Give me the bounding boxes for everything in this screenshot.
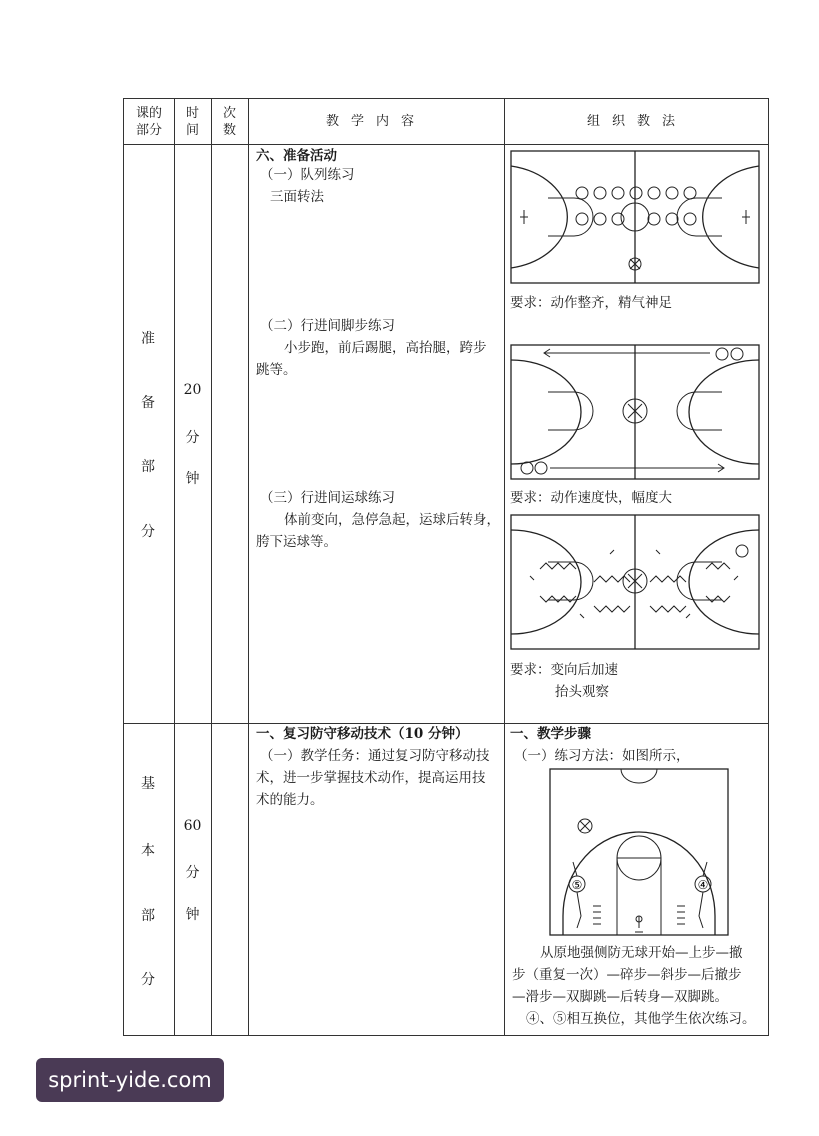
practice-description: —滑步—双脚跳—后转身—双脚跳。	[512, 989, 728, 1005]
row-divider	[124, 144, 768, 145]
header-time: 时 间	[185, 105, 199, 138]
practice-description: 步（重复一次）—碎步—斜步—后撤步	[512, 967, 742, 983]
prep-s1-body: 三面转法	[270, 189, 324, 205]
prep-time-unit: 分	[185, 430, 200, 446]
prep-s3-body: 体前变向，急停急起，运球后转身，	[284, 512, 500, 528]
half-court-diagram-defense	[549, 766, 729, 936]
basic-task-line: （一）教学任务：通过复习防守移动技	[260, 748, 490, 764]
column-divider	[248, 99, 249, 1035]
basic-part-char: 部	[141, 908, 155, 924]
court-diagram-dribbling	[510, 514, 760, 650]
header-part: 课的 部分	[135, 105, 162, 138]
prep-time-unit: 钟	[185, 471, 200, 487]
prep-part-char: 备	[141, 395, 155, 411]
column-divider	[211, 99, 212, 1035]
court-diagram-footwork	[510, 344, 760, 480]
prep-part-char: 部	[141, 459, 155, 475]
practice-method: （一）练习方法：如图所示，	[514, 748, 690, 764]
basic-time-value: 60	[183, 818, 202, 834]
column-divider	[504, 99, 505, 1035]
basic-task-line: 术，进一步掌握技术动作，提高运用技	[256, 770, 486, 786]
court-diagram-formation	[510, 150, 760, 284]
practice-note: ④、⑤相互换位，其他学生依次练习。	[526, 1011, 756, 1027]
prep-time-value: 20	[183, 382, 202, 398]
requirement-3: 要求：变向后加速	[510, 662, 618, 678]
requirement-3-detail: 抬头观察	[555, 684, 609, 700]
prep-part-char: 准	[141, 331, 155, 347]
player-5-label: ⑤	[571, 878, 583, 892]
prep-s3-title: （三）行进间运球练习	[260, 490, 395, 506]
steps-title: 一、教学步骤	[510, 726, 591, 742]
requirement-2: 要求：动作速度快，幅度大	[510, 490, 672, 506]
prep-s3-body: 胯下运球等。	[256, 534, 337, 550]
column-divider	[174, 99, 175, 1035]
basic-title: 一、复习防守移动技术（10 分钟）	[256, 726, 469, 742]
prep-title: 六、准备活动	[256, 148, 337, 164]
header-content: 教学内容	[325, 114, 426, 129]
prep-s2-body: 跳等。	[256, 362, 297, 378]
watermark: sprint-yide.com	[36, 1058, 224, 1102]
prep-s2-title: （二）行进间脚步练习	[260, 318, 395, 334]
basic-time-unit: 钟	[185, 907, 200, 923]
player-4-label: ④	[697, 878, 709, 892]
prep-part-char: 分	[141, 524, 155, 540]
practice-description: 从原地强侧防无球开始—上步—撤	[540, 945, 743, 961]
header-count: 次 数	[222, 105, 236, 138]
requirement-1: 要求：动作整齐，精气神足	[510, 295, 672, 311]
basic-part-char: 本	[141, 843, 155, 859]
header-method: 组织教法	[586, 114, 687, 129]
basic-part-char: 基	[141, 776, 155, 792]
prep-s1-title: （一）队列练习	[260, 167, 355, 183]
basic-time-unit: 分	[185, 865, 200, 881]
prep-s2-body: 小步跑，前后踢腿，高抬腿，跨步	[284, 340, 487, 356]
basic-task-line: 术的能力。	[256, 792, 324, 808]
basic-part-char: 分	[141, 972, 155, 988]
